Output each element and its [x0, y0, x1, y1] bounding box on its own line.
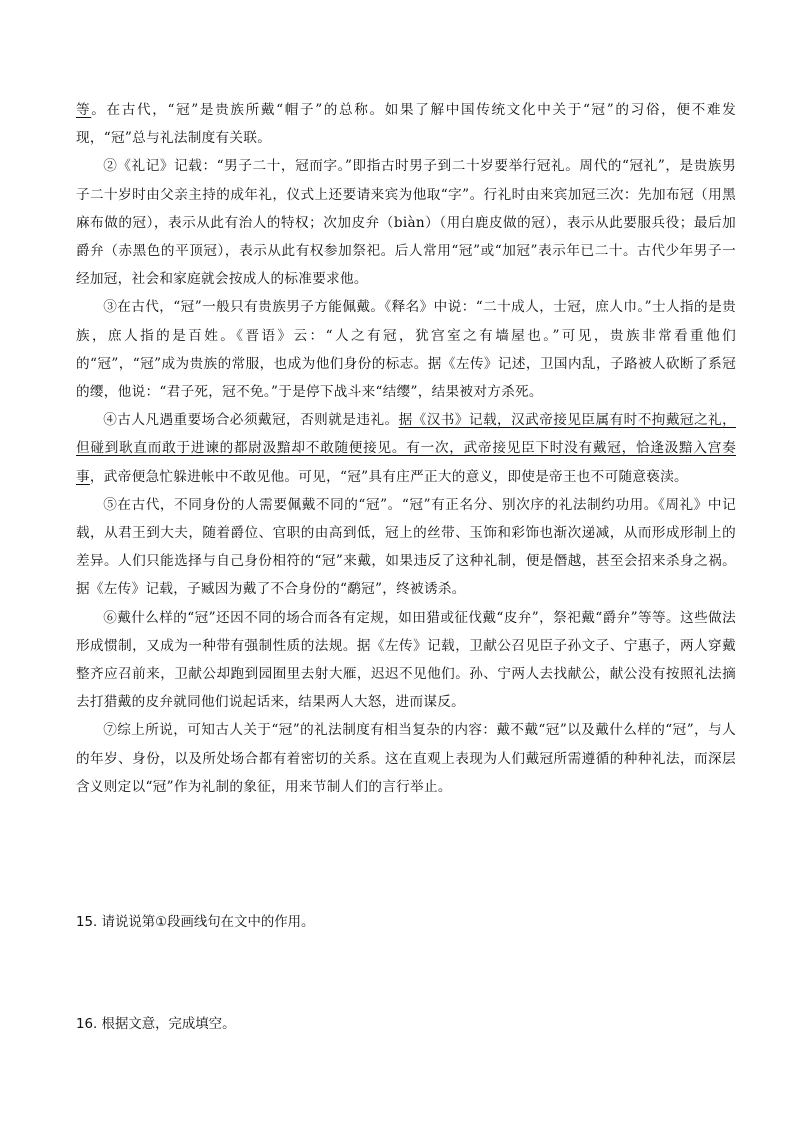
paragraph-4-underlined-sentence: 据《汉书》记载，汉武帝接见臣属有时不拘戴冠之礼，但碰到耿直而敢于进谏的都尉汲黯却不敢随便接见。有一次，武帝接见臣下时没有戴冠，恰逢汲黯入宫奏事 [76, 412, 736, 485]
paragraph-5: ⑤在古代，不同身份的人需要佩戴不同的“冠”。“冠”有正名分、别次序的礼法制约功用。《周礼》中记载，从君王到大夫，随着爵位、官职的由高到低，冠上的丝带、玉饰和彩饰也渐次递减，从而形成形制上的差异。人们只能选择与自己身份相符的“冠”来戴，如果违反了这种礼制，便是僭越，甚至会招来杀身之祸。据《左传》记载，子臧因为戴了不合身份的“鹬冠”，终被诱杀。 [76, 496, 736, 598]
article-body [76, 96, 736, 801]
paragraph-4-lead: ④古人凡遇重要场合必须戴冠，否则就是违礼。 [103, 412, 399, 429]
paragraph-6: ⑥戴什么样的“冠”还因不同的场合而各有定规，如田猎或征伐戴“皮弁”，祭祀戴“爵弁”等等。这些做法形成惯制，又成为一种带有强制性质的法规。据《左传》记载，卫献公召见臣子孙文子、宁惠子，两人穿戴整齐应召前来，卫献公却跑到园囿里去射大雁，迟迟不见他们。孙、宁两人去找献公，献公没有按照礼法摘去打猎戴的皮弁就同他们说起话来，结果两人大怒，进而谋反。 [76, 609, 736, 711]
question-16: 16. 根据文意，完成填空。 [76, 1017, 236, 1032]
paragraph-7: ⑦综上所说，可知古人关于“冠”的礼法制度有相当复杂的内容：戴不戴“冠”以及戴什么样的“冠”，与人的年岁、身份，以及所处场合都有着密切的关系。这在直观上表现为人们戴冠所需遵循的种种礼法，而深层含义则定以“冠”作为礼制的象征，用来节制人们的言行举止。 [76, 722, 736, 795]
paragraph-3: ③在古代，“冠”一般只有贵族男子方能佩戴。《释名》中说：“二十成人，士冠，庶人巾。”士人指的是贵族，庶人指的是百姓。《晋语》云：“人之有冠，犹宫室之有墙屋也。”可见，贵族非常看重他们的“冠”，“冠”成为贵族的常服，也成为他们身份的标志。据《左传》记述，卫国内乱，子路被人砍断了系冠的缨，他说：“君子死，冠不免。”于是停下战斗来“结缨”，结果被对方杀死。 [76, 299, 736, 401]
question-15: 15. 请说说第①段画线句在文中的作用。 [76, 915, 315, 930]
paragraph-1-tail [76, 96, 736, 152]
paragraph-4-tail: ，武帝便急忙躲进帐中不敢见他。可见，“冠”具有庄严正大的意义，即使是帝王也不可随意亵渎。 [89, 468, 688, 485]
paragraph-1-text: 。在古代，“冠”是贵族所戴“帽子”的总称。如果了解中国传统文化中关于“冠”的习俗，便不难发现，“冠”总与礼法制度有关联。 [76, 102, 736, 147]
underlined-sentence-end: 等 [76, 102, 92, 118]
paragraph-4 [76, 406, 736, 491]
paragraph-2: ②《礼记》记载：“男子二十，冠而字。”即指古时男子到二十岁要举行冠礼。周代的“冠礼”，是贵族男子二十岁时由父亲主持的成年礼，仪式上还要请来宾为他取“字”。行礼时由来宾加冠三次：先加布冠（用黑麻布做的冠），表示从此有治人的特权；次加皮弁（biàn）（用白鹿皮做的冠），表示从此要服兵役；最后加爵弁（赤黑色的平顶冠），表示从此有权参加祭祀。后人常用“冠”或“加冠”表示年已二十。古代少年男子一经加冠，社会和家庭就会按成人的标准要求他。 [76, 158, 736, 288]
